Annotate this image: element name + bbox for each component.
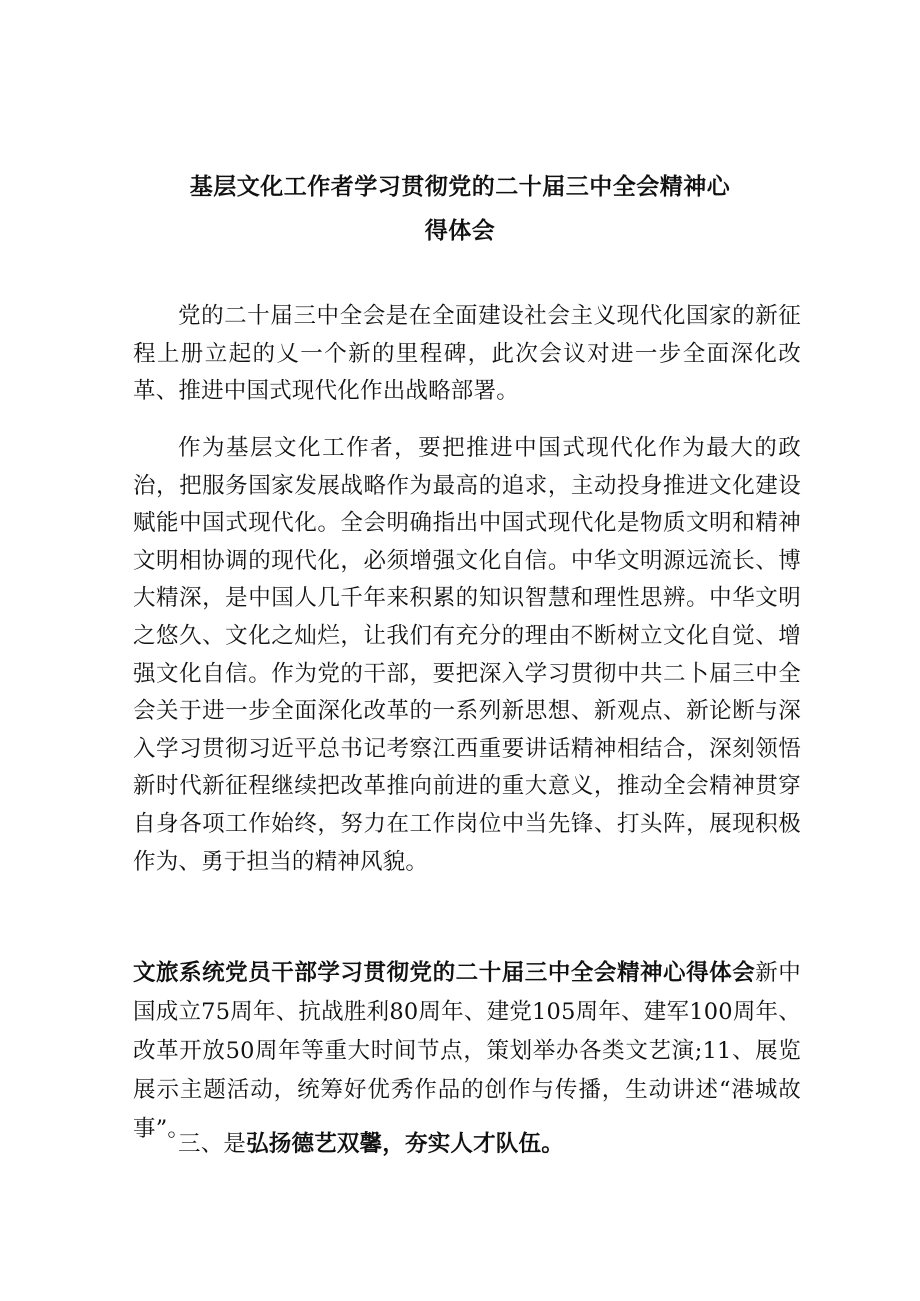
document-title-line-1: 基层文化工作者学习贯彻党的二十届三中全会精神心 bbox=[189, 174, 731, 200]
paragraph-3 bbox=[133, 954, 801, 1149]
section-2-heading: 文旅系统党员干部学习贯彻党的二十届三中全会精神心得体会 bbox=[133, 960, 756, 986]
paragraph-4 bbox=[133, 1126, 801, 1164]
paragraph-3-text: 新中国成立75周年、抗战胜利80周年、建党105周年、建军100周年、改革开放50周年等重大时间节点，策划举办各类文艺演;11、展览展示主题活动，统筹好优秀作品的创作与传播，生动讲述“港城故事”。 bbox=[133, 960, 801, 1142]
paragraph-1: 党的二十届三中全会是在全面建设社会主义现代化国家的新征程上册立起的乂一个新的里程碑，此次会议对进一步全面深化改革、推进中国式现代化作出战略部署。 bbox=[133, 303, 801, 405]
paragraph-4-bold: 弘扬德艺双馨，夯实人才队伍。 bbox=[246, 1131, 564, 1157]
paragraph-4-prefix: 三、是 bbox=[178, 1131, 247, 1157]
document-title-line-2: 得体会 bbox=[424, 218, 496, 244]
paragraph-2: 作为基层文化工作者，要把推进中国式现代化作为最大的政治，把服务国家发展战略作为最高的追求，主动投身推进文化建设赋能中国式现代化。全会明确指出中国式现代化是物质文明和精神文明相协调的现代化，必须增强文化自信。中华文明源远流长、博大精深，是中国人几千年来积累的知识智慧和理性思辨。中华文明之悠久、文化之灿烂，让我们有充分的理由不断树立文化自觉、增强文化自信。作为党的干部，要把深入学习贯彻中共二卜届三中全会关于进一步全面深化改革的一系列新思想、新观点、新论断与深入学习贯彻习近平总书记考察江西重要讲话精神相结合，深刻领悟新时代新征程继续把改革推向前进的重大意义，推动全会精神贯穿自身各项工作始终，努力在工作岗位中当先锋、打头阵，展现积极作为、勇于担当的精神风貌。 bbox=[133, 435, 801, 875]
